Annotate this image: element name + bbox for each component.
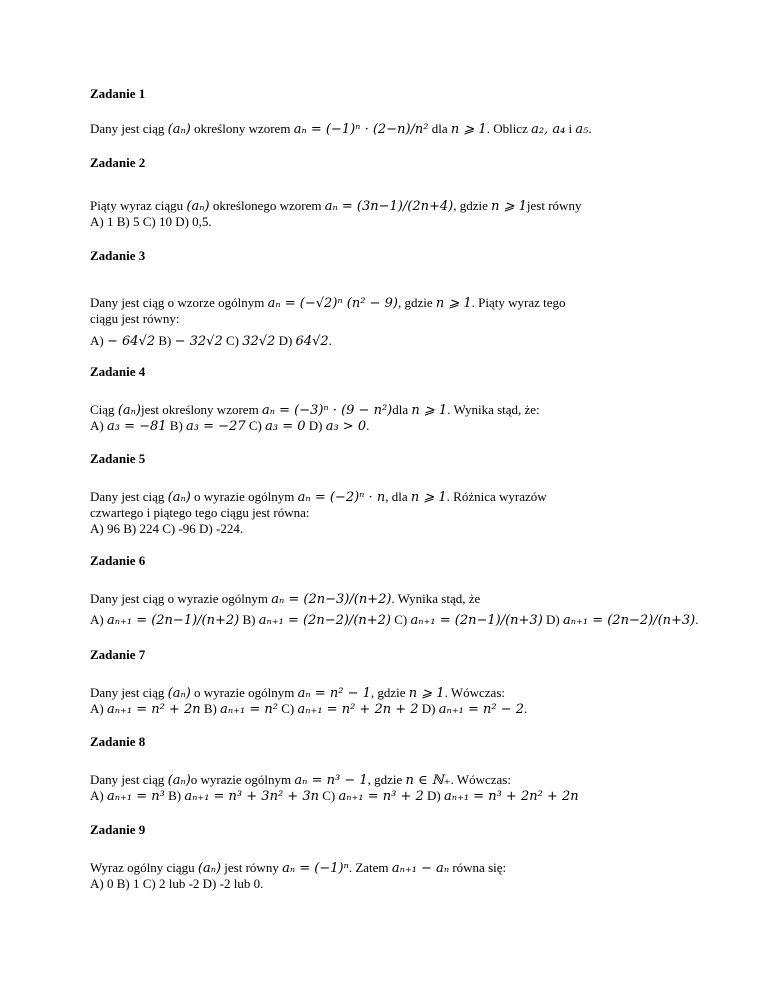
text-fragment: . Oblicz bbox=[486, 121, 532, 136]
math-expression: aₙ = (−2)ⁿ · n bbox=[297, 490, 386, 505]
text-fragment: określonego wzorem bbox=[209, 198, 325, 213]
text-fragment: , dla bbox=[385, 489, 411, 504]
task-heading: Zadanie 6 bbox=[90, 553, 146, 568]
math-expression: aₙ = (3n−1)/(2n+4) bbox=[324, 199, 454, 214]
math-expression: (aₙ) bbox=[167, 773, 191, 788]
text-fragment: A) bbox=[90, 418, 107, 433]
task-line bbox=[90, 612, 699, 629]
math-expression: (aₙ) bbox=[167, 490, 191, 505]
text-fragment: , gdzie bbox=[370, 685, 409, 700]
task-line bbox=[90, 121, 592, 138]
math-expression: (aₙ) bbox=[117, 403, 141, 418]
text-fragment: A) 96 B) 224 C) -96 D) -224. bbox=[90, 521, 244, 536]
math-expression: a₅ bbox=[575, 122, 589, 137]
math-expression: aₙ = n³ − 1 bbox=[294, 773, 368, 788]
math-expression: (aₙ) bbox=[167, 686, 191, 701]
text-fragment: C) bbox=[277, 701, 298, 716]
math-expression: aₙ₊₁ = (2n−1)/(n+2) bbox=[106, 613, 240, 628]
text-fragment: C) bbox=[245, 418, 266, 433]
task-line bbox=[90, 772, 511, 789]
text-fragment: Dany jest ciąg bbox=[90, 489, 168, 504]
math-expression: aₙ = (−√2)ⁿ (n² − 9) bbox=[267, 296, 398, 311]
text-fragment: jest równy bbox=[221, 860, 283, 875]
math-expression: a₃ = −81 bbox=[106, 419, 167, 434]
math-expression: a₃ > 0 bbox=[325, 419, 367, 434]
text-fragment: . bbox=[524, 701, 528, 716]
math-expression: n ⩾ 1 bbox=[410, 490, 447, 505]
math-expression: aₙ₊₁ = (2n−2)/(n+3) bbox=[562, 613, 696, 628]
task-line bbox=[90, 198, 581, 215]
math-expression: aₙ₊₁ = n³ + 3n² + 3n bbox=[184, 789, 319, 804]
text-fragment: A) bbox=[90, 788, 107, 803]
text-fragment: . Wynika stąd, że: bbox=[447, 402, 540, 417]
task-line bbox=[90, 489, 547, 506]
text-fragment: D) bbox=[423, 788, 444, 803]
text-fragment: . Wynika stąd, że bbox=[391, 591, 481, 606]
text-fragment: o wyrazie ogólnym bbox=[190, 772, 295, 787]
task-line bbox=[90, 418, 369, 435]
text-fragment: . bbox=[366, 418, 370, 433]
task-line bbox=[90, 860, 506, 877]
task-line bbox=[90, 311, 180, 327]
text-fragment: C) bbox=[222, 333, 243, 348]
text-fragment: równa się: bbox=[449, 860, 507, 875]
text-fragment: . bbox=[588, 121, 592, 136]
math-expression: aₙ₊₁ = n² − 2 bbox=[438, 702, 524, 717]
task-line bbox=[90, 521, 243, 537]
task-heading: Zadanie 5 bbox=[90, 451, 146, 466]
text-fragment: o wyrazie ogólnym bbox=[190, 685, 298, 700]
task-line bbox=[90, 333, 332, 350]
math-expression: (aₙ) bbox=[197, 861, 222, 876]
math-expression: aₙ = (−1)ⁿ · (2−n)/n² bbox=[293, 122, 429, 137]
text-fragment: . Wówczas: bbox=[450, 772, 511, 787]
task-line bbox=[90, 295, 566, 312]
text-fragment: . Wówczas: bbox=[444, 685, 505, 700]
math-expression: n ⩾ 1 bbox=[435, 296, 472, 311]
math-expression: aₙ₊₁ = n² + 2n bbox=[106, 702, 201, 717]
text-fragment: jest określony wzorem bbox=[140, 402, 262, 417]
math-expression: aₙ = n² − 1 bbox=[297, 686, 371, 701]
task-line bbox=[90, 788, 579, 805]
text-fragment: . bbox=[695, 612, 699, 627]
text-fragment: B) bbox=[155, 333, 175, 348]
text-fragment: A) 1 B) 5 C) 10 D) 0,5. bbox=[90, 214, 212, 229]
text-fragment: C) bbox=[391, 612, 411, 627]
text-fragment: . bbox=[328, 333, 332, 348]
text-fragment: B) bbox=[166, 418, 187, 433]
task-line bbox=[90, 876, 263, 892]
text-fragment: , gdzie bbox=[453, 198, 492, 213]
math-expression: aₙ₊₁ − aₙ bbox=[391, 861, 450, 876]
text-fragment: dla bbox=[392, 402, 412, 417]
text-fragment: B) bbox=[164, 788, 185, 803]
task-line bbox=[90, 402, 540, 419]
text-fragment: określony wzorem bbox=[190, 121, 294, 136]
text-fragment: i bbox=[565, 121, 576, 136]
math-expression: n ⩾ 1 bbox=[408, 686, 445, 701]
math-expression: aₙ₊₁ = n³ bbox=[106, 789, 165, 804]
text-fragment: czwartego i piątego tego ciągu jest równa: bbox=[90, 505, 310, 520]
task-line bbox=[90, 591, 480, 608]
math-expression: − 64√2 bbox=[106, 334, 156, 349]
task-heading: Zadanie 7 bbox=[90, 647, 146, 662]
text-fragment: B) bbox=[200, 701, 221, 716]
math-expression: a₃ = 0 bbox=[265, 419, 306, 434]
text-fragment: Wyraz ogólny ciągu bbox=[90, 860, 198, 875]
text-fragment: , gdzie bbox=[397, 295, 436, 310]
text-fragment: Ciąg bbox=[90, 402, 118, 417]
text-fragment: , gdzie bbox=[367, 772, 406, 787]
math-expression: 32√2 bbox=[242, 334, 276, 349]
task-line bbox=[90, 214, 212, 230]
text-fragment: Dany jest ciąg bbox=[90, 121, 168, 136]
text-fragment: A) bbox=[90, 701, 107, 716]
task-heading: Zadanie 1 bbox=[90, 86, 146, 101]
math-expression: − 32√2 bbox=[174, 334, 223, 349]
math-expression: aₙ₊₁ = n² + 2n + 2 bbox=[297, 702, 419, 717]
math-expression: aₙ = (−3)ⁿ · (9 − n²) bbox=[261, 403, 393, 418]
text-fragment: . Piąty wyraz tego bbox=[471, 295, 566, 310]
math-expression: aₙ₊₁ = n³ + 2n² + 2n bbox=[443, 789, 579, 804]
text-fragment: Dany jest ciąg bbox=[90, 685, 168, 700]
text-fragment: ciągu jest równy: bbox=[90, 311, 180, 326]
text-fragment: . Różnica wyrazów bbox=[446, 489, 547, 504]
text-fragment: A) bbox=[90, 612, 107, 627]
text-fragment: o wyrazie ogólnym bbox=[190, 489, 298, 504]
math-expression: aₙ₊₁ = n² bbox=[220, 702, 278, 717]
math-expression: aₙ = (−1)ⁿ bbox=[282, 861, 349, 876]
math-expression: n ⩾ 1 bbox=[491, 199, 527, 214]
math-expression: n ⩾ 1 bbox=[411, 403, 448, 418]
task-heading: Zadanie 8 bbox=[90, 734, 146, 749]
task-line bbox=[90, 685, 505, 702]
text-fragment: . Zatem bbox=[348, 860, 392, 875]
text-fragment: C) bbox=[318, 788, 339, 803]
text-fragment: B) bbox=[239, 612, 259, 627]
math-expression: 64√2 bbox=[295, 334, 329, 349]
text-fragment: A) bbox=[90, 333, 107, 348]
math-expression: (aₙ) bbox=[186, 199, 210, 214]
math-expression: n ⩾ 1 bbox=[450, 122, 487, 137]
math-expression: aₙ₊₁ = n³ + 2 bbox=[338, 789, 424, 804]
task-heading: Zadanie 2 bbox=[90, 155, 146, 170]
text-fragment: D) bbox=[305, 418, 326, 433]
math-expression: aₙ₊₁ = (2n−1)/(n+3) bbox=[410, 613, 543, 628]
text-fragment: dla bbox=[428, 121, 451, 136]
text-fragment: Dany jest ciąg o wyrazie ogólnym bbox=[90, 591, 272, 606]
text-fragment: A) 0 B) 1 C) 2 lub -2 D) -2 lub 0. bbox=[90, 876, 264, 891]
math-expression: a₃ = −27 bbox=[186, 419, 246, 434]
math-expression: a₂, a₄ bbox=[531, 122, 566, 137]
text-fragment: D) bbox=[542, 612, 563, 627]
math-expression: n ∈ ℕ₊ bbox=[405, 773, 451, 788]
math-expression: (aₙ) bbox=[167, 122, 191, 137]
text-fragment: D) bbox=[275, 333, 296, 348]
text-fragment: Piąty wyraz ciągu bbox=[90, 198, 187, 213]
task-heading: Zadanie 4 bbox=[90, 364, 146, 379]
task-heading: Zadanie 9 bbox=[90, 822, 146, 837]
text-fragment: jest równy bbox=[526, 198, 582, 213]
math-expression: aₙ₊₁ = (2n−2)/(n+2) bbox=[258, 613, 391, 628]
text-fragment: D) bbox=[418, 701, 439, 716]
task-line bbox=[90, 505, 309, 521]
math-expression: aₙ = (2n−3)/(n+2) bbox=[271, 592, 392, 607]
task-heading: Zadanie 3 bbox=[90, 248, 146, 263]
task-line bbox=[90, 701, 527, 718]
text-fragment: Dany jest ciąg o wzorze ogólnym bbox=[90, 295, 268, 310]
text-fragment: Dany jest ciąg bbox=[90, 772, 168, 787]
